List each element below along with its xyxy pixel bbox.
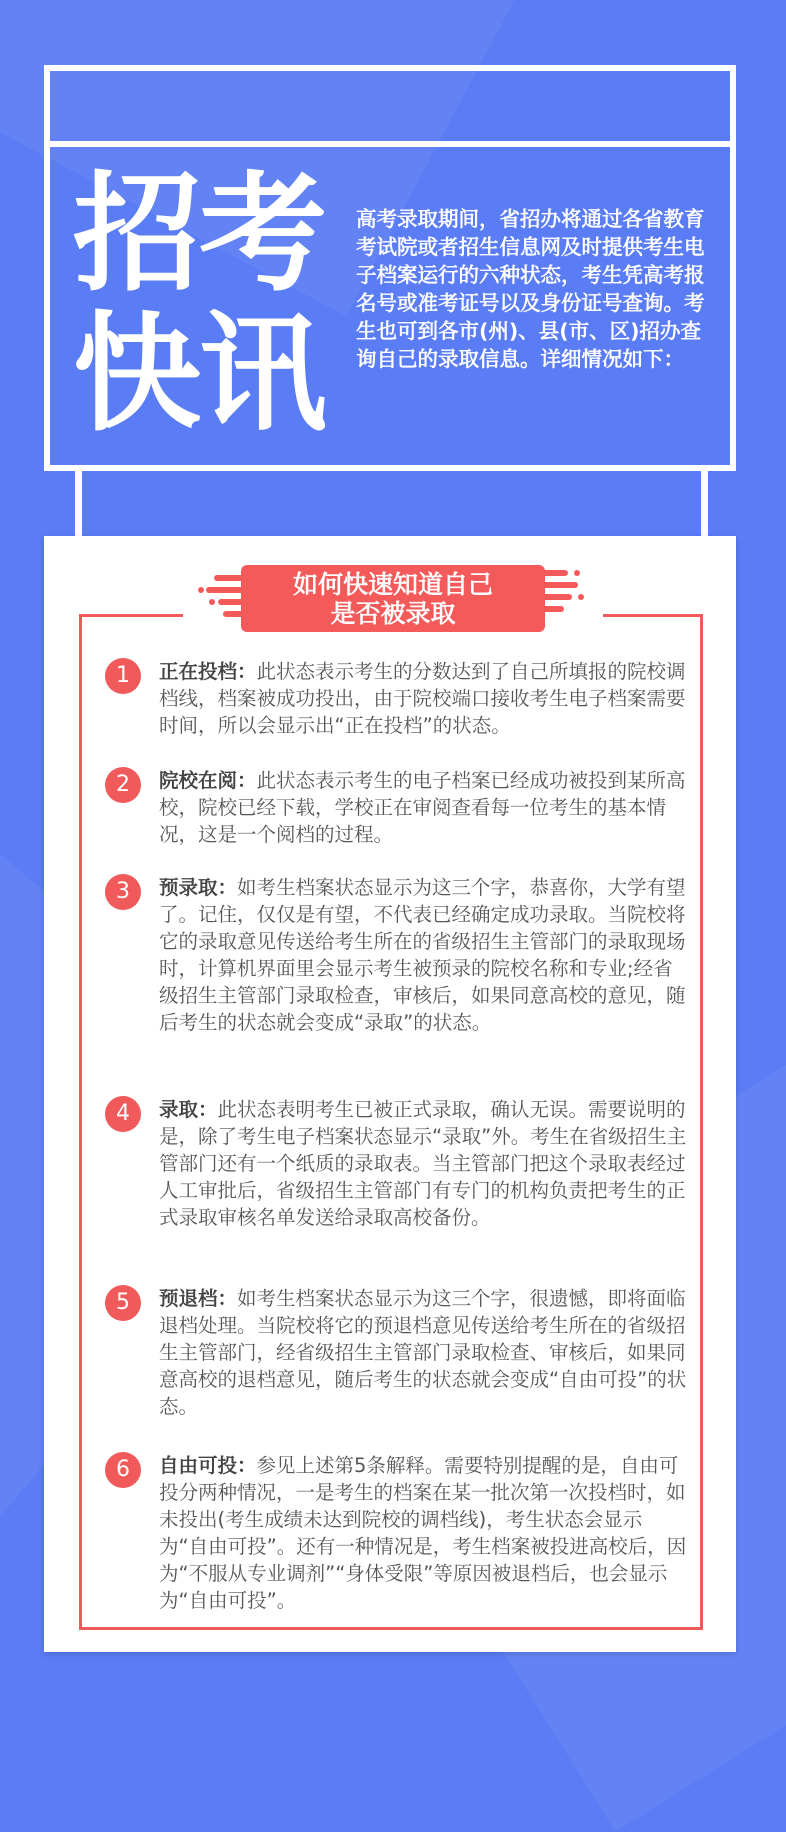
banner-line-1: 如何快速知道自己 bbox=[292, 569, 493, 599]
banner-stripe bbox=[542, 606, 564, 612]
item-term: 自由可投： bbox=[159, 1454, 257, 1477]
banner-dot bbox=[574, 570, 580, 576]
item-number-badge: 4 bbox=[105, 1096, 141, 1132]
board-divider bbox=[44, 141, 736, 147]
item-number-badge: 6 bbox=[105, 1452, 141, 1488]
board-post-right bbox=[701, 471, 708, 541]
banner-line-2: 是否被录取 bbox=[330, 598, 456, 628]
item-text: 此状态表示考生的分数达到了自己所填报的院校调档线，档案被成功投出，由于院校端口接收考生电子档案需要时间，所以会显示出“正在投档”的状态。 bbox=[159, 660, 686, 737]
item-text: 此状态表示考生的电子档案已经成功被投到某所高校，院校已经下载，学校正在审阅查看每一位考生的基本情况，这是一个阅档的过程。 bbox=[159, 769, 686, 846]
item-paragraph bbox=[159, 1452, 689, 1614]
banner-stripe bbox=[542, 570, 568, 576]
item-paragraph bbox=[159, 1285, 689, 1420]
item-paragraph bbox=[159, 874, 689, 1036]
page-title bbox=[73, 160, 335, 449]
item-term: 录取： bbox=[159, 1098, 218, 1121]
section-banner bbox=[241, 565, 545, 632]
banner-stripe bbox=[542, 594, 572, 600]
board-post-left bbox=[75, 471, 82, 541]
banner-stripe bbox=[542, 582, 578, 588]
banner-dot bbox=[198, 587, 204, 593]
item-number-badge: 1 bbox=[105, 658, 141, 694]
intro-text: 高考录取期间，省招办将通过各省教育考试院或者招生信息网及时提供考生电子档案运行的六种状态，考生凭高考报名号或准考证号以及身份证号查询。考生也可到各市(州)、县(市、区)招办查询自己的录取信息。详细情况如下： bbox=[356, 207, 705, 371]
item-number-badge: 3 bbox=[105, 874, 141, 910]
title-line-1: 招考 bbox=[73, 160, 326, 309]
item-term: 院校在阅： bbox=[159, 769, 257, 792]
item-paragraph bbox=[159, 767, 689, 848]
item-term: 预录取： bbox=[159, 876, 238, 899]
banner-stripe bbox=[214, 575, 244, 581]
item-term: 正在投档： bbox=[159, 660, 257, 683]
item-paragraph bbox=[159, 1096, 689, 1231]
item-text: 参见上述第5条解释。需要特别提醒的是，自由可投分两种情况，一是考生的档案在某一批次第一次投档时，如未投出(考生成绩未达到院校的调档线)，考生状态会显示为“自由可投”。还有一种情况是，考生档案被投进高校后，因为“不服从专业调剂”“身体受限”等原因被退档后，也会显示为“自由可投”。 bbox=[159, 1454, 687, 1612]
banner-dot bbox=[578, 594, 584, 600]
item-paragraph bbox=[159, 658, 689, 739]
item-number-badge: 5 bbox=[105, 1285, 141, 1321]
banner-dot bbox=[209, 599, 215, 605]
banner-stripe bbox=[206, 587, 244, 593]
item-term: 预退档： bbox=[159, 1287, 238, 1310]
item-text: 如考生档案状态显示为这三个字，很遗憾，即将面临退档处理。当院校将它的预退档意见传送给考生所在的省级招生主管部门，经省级招生主管部门录取检查、审核后，如果同意高校的退档意见，随后考生的状态就会变成“自由可投”的状态。 bbox=[159, 1287, 687, 1418]
title-line-2: 快讯 bbox=[73, 300, 326, 449]
item-text: 如考生档案状态显示为这三个字，恭喜你，大学有望了。记住，仅仅是有望，不代表已经确定成功录取。当院校将它的录取意见传送给考生所在的省级招生主管部门的录取现场时，计算机界面里会显示考生被预录的院校名称和专业;经省级招生主管部门录取检查，审核后，如果同意高校的意见，随后考生的状态就会变成“录取”的状态。 bbox=[159, 876, 686, 1034]
item-number-badge: 2 bbox=[105, 767, 141, 803]
item-text: 此状态表明考生已被正式录取，确认无误。需要说明的是，除了考生电子档案状态显示“录取”外。考生在省级招生主管部门还有一个纸质的录取表。当主管部门把这个录取表经过人工审批后，省级招生主管部门有专门的机构负责把考生的正式录取审核名单发送给录取高校备份。 bbox=[159, 1098, 687, 1229]
